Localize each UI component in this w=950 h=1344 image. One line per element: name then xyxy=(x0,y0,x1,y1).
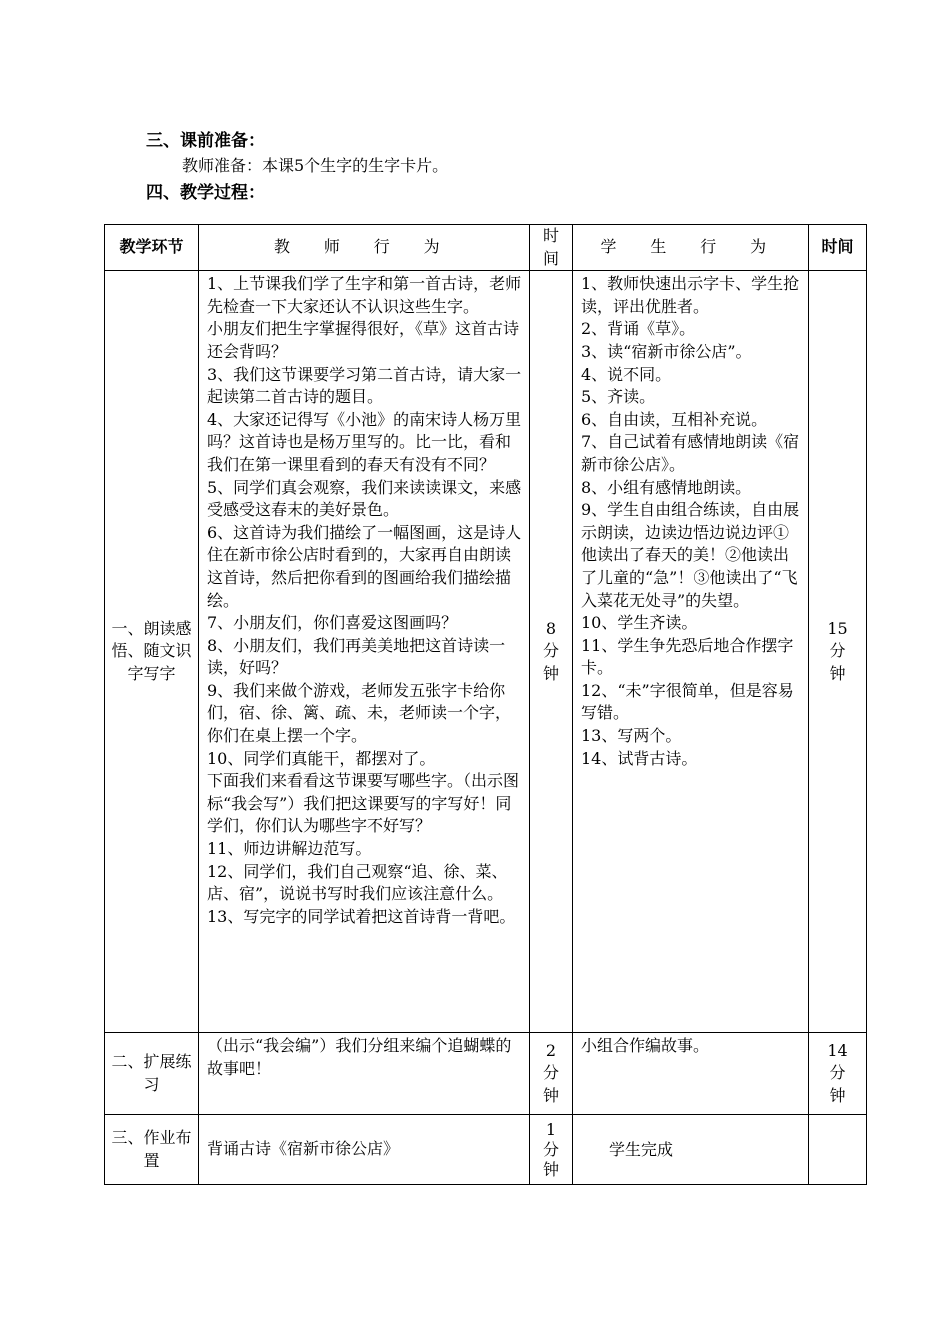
header-row xyxy=(105,225,867,271)
time-cell: 1 分 钟 xyxy=(530,1115,573,1185)
table-row xyxy=(105,1033,867,1115)
time-cell: 8 分 钟 xyxy=(530,271,573,1033)
section-4-heading: 四、教学过程： xyxy=(146,183,265,203)
teaching-process-table xyxy=(104,224,867,1185)
time-cell: 14 分 钟 xyxy=(809,1033,867,1115)
stage-cell: 三、作业布置 xyxy=(105,1115,199,1185)
section-3-heading: 三、课前准备： xyxy=(146,131,265,151)
student-cell: 学生完成 xyxy=(573,1115,809,1185)
header-time-1: 时 间 xyxy=(530,225,573,271)
student-cell: 1、教师快速出示字卡、学生抢读，评出优胜者。 2、背诵《草》。 3、读“宿新市徐公店”。 4、说不同。 5、齐读。 6、自由读，互相补充说。 7、自己试着有感情地朗读《宿新市徐公店》。 8、小组有感情地朗读。 9、学生自由组合练读，自由展示朗读，边读边悟边说边评①他读出了春天的美！②他读出了儿童的“急”！③他读出了“飞入菜花无处寻”的失望。 10、学生齐读。 11、学生争先恐后地合作摆字卡。 12、“未”字很简单，但是容易写错。 13、写两个。 14、试背古诗。 xyxy=(573,271,809,1033)
header-stage: 教学环节 xyxy=(105,225,199,271)
header-time-2: 时间 xyxy=(809,225,867,271)
teacher-cell: （出示“我会编”）我们分组来编个追蝴蝶的故事吧！ xyxy=(199,1033,530,1115)
table-row xyxy=(105,271,867,1033)
stage-cell: 二、扩展练习 xyxy=(105,1033,199,1115)
teacher-cell: 1、上节课我们学了生字和第一首古诗，老师先检查一下大家还认不认识这些生字。 小朋友们把生字掌握得很好，《草》这首古诗还会背吗？ 3、我们这节课要学习第二首古诗，请大家一起读第二首古诗的题目。 4、大家还记得写《小池》的南宋诗人杨万里吗？这首诗也是杨万里写的。比一比，看和我们在第一课里看到的春天有没有不同？ 5、同学们真会观察，我们来读读课文，来感受感受这春末的美好景色。 6、这首诗为我们描绘了一幅图画，这是诗人住在新市徐公店时看到的，大家再自由朗读这首诗，然后把你看到的图画给我们描绘描绘。 7、小朋友们，你们喜爱这图画吗？ 8、小朋友们，我们再美美地把这首诗读一读，好吗？ 9、我们来做个游戏，老师发五张字卡给你们，宿、徐、篱、疏、未，老师读一个字，你们在桌上摆一个字。 10、同学们真能干，都摆对了。 下面我们来看看这节课要写哪些字。（出示图标“我会写”）我们把这课要写的字写好！同学们，你们认为哪些字不好写？ 11、师边讲解边范写。 12、同学们，我们自己观察“追、徐、菜、店、宿”，说说书写时我们应该注意什么。 13、写完字的同学试着把这首诗背一背吧。 xyxy=(199,271,530,1033)
header-teacher: 教 师 行 为 xyxy=(199,225,530,271)
time-cell-empty xyxy=(809,1115,867,1185)
stage-cell: 一、朗读感悟、随文识字写字 xyxy=(105,271,199,1033)
time-cell: 15 分 钟 xyxy=(809,271,867,1033)
teacher-cell: 背诵古诗《宿新市徐公店》 xyxy=(199,1115,530,1185)
teacher-preparation: 教师准备：本课5个生字的生字卡片。 xyxy=(182,156,449,175)
header-student: 学 生 行 为 xyxy=(573,225,809,271)
student-cell: 小组合作编故事。 xyxy=(573,1033,809,1115)
table-row xyxy=(105,1115,867,1185)
time-cell: 2 分 钟 xyxy=(530,1033,573,1115)
